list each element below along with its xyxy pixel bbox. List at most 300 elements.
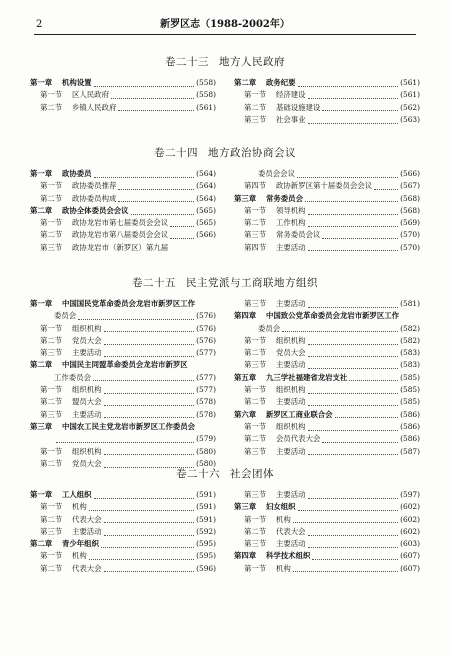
toc-section-entry — [234, 396, 420, 408]
entry-title: 青少年组织 — [62, 539, 99, 549]
dot-leader — [104, 411, 195, 418]
toc-section-entry — [234, 421, 420, 433]
entry-page: (570) — [400, 230, 420, 240]
dot-leader — [104, 516, 195, 523]
entry-page: (591) — [196, 490, 216, 499]
dot-leader — [111, 92, 194, 99]
dot-leader — [104, 529, 195, 536]
entry-title: 主要活动 — [72, 348, 102, 358]
toc-chapter-entry — [234, 77, 420, 89]
volume-name: 地方政治协商会议 — [208, 147, 296, 159]
dot-leader — [308, 117, 399, 124]
entry-number: 第一节 — [40, 90, 63, 100]
entry-number: 第二节 — [244, 397, 267, 407]
dot-leader — [298, 504, 399, 511]
dot-leader — [293, 516, 398, 523]
toc-section-entry — [30, 335, 216, 347]
volume-title — [30, 276, 420, 290]
entry-page: (569) — [400, 218, 420, 228]
entry-title: 代表大会 — [72, 563, 102, 573]
toc-section-entry — [234, 229, 420, 241]
dot-leader — [118, 104, 194, 111]
entry-page: (580) — [196, 458, 216, 468]
entry-page: (585) — [400, 397, 420, 407]
entry-title: 常务委员会议 — [276, 230, 321, 240]
entry-number: 第二节 — [244, 434, 267, 444]
dot-leader — [104, 565, 195, 572]
toc-chapter-entry — [30, 489, 216, 501]
entry-page: (585) — [400, 372, 420, 382]
toc-section-entry — [234, 563, 420, 575]
toc-section-entry — [234, 298, 420, 310]
toc-section-entry — [234, 335, 420, 347]
volume-label: 卷二十四 — [154, 147, 198, 159]
toc-section-entry — [234, 526, 420, 538]
toc-section-entry — [30, 514, 216, 526]
toc-section-entry — [30, 180, 216, 192]
dot-leader — [78, 313, 194, 320]
dot-leader — [94, 80, 195, 87]
volume-section — [30, 467, 420, 575]
entry-page: (566) — [196, 230, 216, 240]
entry-title: 党员大会 — [72, 335, 102, 345]
entry-page: (558) — [196, 90, 216, 100]
page-number: 2 — [36, 19, 43, 30]
toc-section-entry — [234, 446, 420, 458]
entry-number: 第二节 — [244, 348, 267, 358]
dot-leader — [308, 350, 399, 357]
dot-leader — [308, 448, 399, 455]
toc-section-entry — [30, 563, 216, 575]
dot-leader — [308, 208, 399, 215]
entry-page: (591) — [196, 514, 216, 524]
entry-number: 第一节 — [244, 563, 267, 573]
toc-chapter-entry — [234, 372, 420, 384]
entry-page: (576) — [196, 335, 216, 345]
entry-title: 政协委员构成 — [72, 193, 117, 203]
entry-page: (586) — [400, 421, 420, 431]
dot-leader — [308, 92, 399, 99]
entry-number: 第一节 — [40, 218, 63, 228]
entry-title: 机构 — [276, 514, 291, 524]
toc-section-entry — [30, 102, 216, 114]
entry-page: (577) — [196, 348, 216, 358]
volume-label: 卷二十三 — [165, 56, 209, 68]
right-column — [234, 168, 420, 254]
entry-page: (580) — [196, 446, 216, 456]
entry-page: (565) — [196, 218, 216, 228]
toc-section-entry — [234, 242, 420, 254]
dot-leader — [293, 565, 398, 572]
entry-page: (603) — [400, 539, 420, 549]
entry-title: 委员会 — [54, 311, 77, 321]
entry-title: 主要活动 — [276, 360, 306, 370]
toc-section-entry — [30, 310, 216, 322]
entry-title: 社会事业 — [276, 114, 306, 124]
volume-title — [30, 467, 420, 481]
volume-name: 社会团体 — [230, 468, 274, 480]
toc-chapter-entry — [30, 359, 216, 371]
entry-page: (564) — [196, 181, 216, 191]
entry-title: 主要活动 — [72, 409, 102, 419]
dot-leader — [118, 195, 194, 202]
entry-title: 组织机构 — [72, 323, 102, 333]
entry-page: (577) — [196, 372, 216, 382]
entry-page: (564) — [196, 193, 216, 203]
dot-leader — [104, 387, 195, 394]
entry-title: 中国农工民主党龙岩市新罗区工作委员会 — [62, 421, 196, 431]
entry-number: 第二节 — [244, 526, 267, 536]
entry-number: 第二节 — [40, 102, 63, 112]
dot-leader — [322, 436, 398, 443]
volume-label: 卷二十五 — [132, 277, 176, 289]
toc-section-entry — [30, 501, 216, 513]
entry-title: 妇女组织 — [266, 502, 296, 512]
entry-number: 第四章 — [234, 311, 257, 321]
dot-leader — [374, 183, 398, 190]
toc-section-entry — [30, 384, 216, 396]
entry-page: (576) — [196, 323, 216, 333]
entry-number: 第一章 — [30, 299, 53, 308]
toc-section-entry — [30, 89, 216, 101]
entry-page: (568) — [400, 205, 420, 215]
dot-leader — [308, 529, 399, 536]
entry-page: (566) — [400, 169, 420, 178]
entry-number: 第一节 — [244, 205, 267, 215]
entry-page: (595) — [196, 551, 216, 561]
entry-page: (586) — [400, 409, 420, 419]
dot-leader — [104, 399, 195, 406]
entry-title: 盟员大会 — [72, 397, 102, 407]
entry-number: 第一节 — [244, 514, 267, 524]
toc-chapter-entry — [30, 298, 216, 310]
entry-title: 委员会会议 — [258, 169, 295, 178]
entry-number: 第一章 — [30, 78, 53, 87]
entry-number: 第一节 — [40, 323, 63, 333]
toc-chapter-entry — [234, 409, 420, 421]
entry-page: (582) — [400, 335, 420, 345]
entry-number: 第四节 — [244, 242, 267, 252]
entry-title: 组织机构 — [276, 385, 306, 395]
toc-section-entry — [234, 102, 420, 114]
entry-title: 组织机构 — [72, 446, 102, 456]
entry-number: 第三节 — [40, 242, 63, 252]
entry-title: 主要活动 — [276, 242, 306, 252]
entry-title: 组织机构 — [72, 385, 102, 395]
left-column — [30, 168, 216, 254]
entry-page: (597) — [400, 490, 420, 499]
entry-number: 第二节 — [40, 397, 63, 407]
dot-leader — [118, 183, 194, 190]
entry-title: 机构设置 — [62, 78, 92, 87]
entry-title: 九三学社福建省龙岩支社 — [266, 372, 348, 382]
entry-number: 第四章 — [234, 551, 257, 561]
entry-page: (561) — [196, 102, 216, 112]
volume-name: 民主党派与工商联地方组织 — [186, 277, 318, 289]
dot-leader — [104, 325, 195, 332]
toc-section-entry — [234, 359, 420, 371]
left-column — [30, 489, 216, 575]
entry-title: 政协新罗区第十届委员会会议 — [276, 181, 373, 191]
dot-leader — [308, 492, 399, 499]
toc-chapter-entry — [234, 310, 420, 322]
toc-section-entry — [30, 433, 216, 445]
dot-leader — [305, 195, 398, 202]
dot-leader — [89, 553, 194, 560]
entry-title: 区人民政府 — [72, 90, 109, 100]
toc-section-entry — [234, 347, 420, 359]
entry-title: 机构 — [276, 563, 291, 573]
entry-page: (568) — [400, 193, 420, 203]
entry-number: 第六章 — [234, 409, 257, 419]
entry-number: 第三节 — [244, 230, 267, 240]
toc-section-entry — [234, 89, 420, 101]
entry-title: 政协龙岩市（新罗区）第九届 — [72, 242, 169, 252]
right-column — [234, 298, 420, 470]
dot-leader — [335, 411, 399, 418]
dot-leader — [170, 220, 194, 227]
toc-section-entry — [234, 489, 420, 501]
entry-title: 乡镇人民政府 — [72, 102, 117, 112]
dot-leader — [349, 374, 398, 381]
entry-number: 第二节 — [40, 335, 63, 345]
entry-number: 第一节 — [40, 551, 63, 561]
entry-page: (585) — [400, 385, 420, 395]
dot-leader — [322, 232, 398, 239]
entry-number: 第一节 — [244, 421, 267, 431]
entry-title: 政协龙岩市第八届委员会会议 — [72, 230, 169, 240]
entry-number: 第三节 — [40, 409, 63, 419]
book-title: 新罗区志（1988-2002年） — [160, 19, 290, 30]
dot-leader — [297, 171, 398, 178]
entry-number: 第二节 — [40, 193, 63, 203]
entry-page: (576) — [196, 311, 216, 321]
toc-section-entry — [30, 193, 216, 205]
toc-section-entry — [234, 433, 420, 445]
dot-leader — [322, 104, 398, 111]
dot-leader — [104, 338, 195, 345]
entry-title: 委员会 — [258, 323, 281, 333]
entry-page: (592) — [196, 526, 216, 536]
entry-title: 组织机构 — [276, 335, 306, 345]
entry-number: 第一节 — [40, 385, 63, 395]
entry-page: (602) — [400, 514, 420, 524]
toc-section-entry — [234, 205, 420, 217]
entry-number: 第一节 — [40, 181, 63, 191]
entry-page: (596) — [196, 563, 216, 573]
entry-title: 基础设施建设 — [276, 102, 321, 112]
entry-page: (583) — [400, 360, 420, 370]
entry-page: (581) — [400, 299, 420, 308]
entry-number: 第一章 — [30, 169, 53, 178]
entry-title: 代表大会 — [72, 514, 102, 524]
toc-chapter-entry — [234, 193, 420, 205]
entry-title: 政协全体委员会会议 — [62, 205, 129, 215]
entry-page: (586) — [400, 434, 420, 444]
toc-section-entry — [234, 180, 420, 192]
volume-section — [30, 55, 420, 126]
entry-number: 第二节 — [40, 563, 63, 573]
toc-chapter-entry — [30, 538, 216, 550]
dot-leader — [170, 232, 194, 239]
entry-page: (587) — [400, 446, 420, 456]
dot-leader — [94, 492, 195, 499]
entry-number: 第一节 — [244, 385, 267, 395]
entry-page: (579) — [196, 434, 216, 444]
entry-title: 主要活动 — [276, 299, 306, 308]
entry-title: 主要活动 — [276, 490, 306, 499]
entry-title: 政协龙岩市第七届委员会会议 — [72, 218, 169, 228]
dot-leader — [104, 350, 195, 357]
dot-leader — [131, 208, 195, 215]
entry-title: 常务委员会 — [266, 193, 303, 203]
right-column — [234, 77, 420, 126]
entry-number: 第三章 — [234, 502, 257, 512]
toc-section-entry — [234, 114, 420, 126]
dot-leader — [94, 171, 195, 178]
entry-title: 机构 — [72, 551, 87, 561]
dot-leader — [308, 541, 399, 548]
entry-number: 第三节 — [244, 299, 267, 308]
toc-chapter-entry — [30, 421, 216, 433]
entry-number: 第三节 — [244, 446, 267, 456]
dot-leader — [308, 387, 399, 394]
toc-chapter-entry — [234, 501, 420, 513]
entry-number: 第二章 — [30, 205, 53, 215]
dot-leader — [308, 399, 399, 406]
entry-page: (582) — [400, 323, 420, 333]
entry-title: 工人组织 — [62, 490, 92, 499]
dot-leader — [101, 541, 194, 548]
entry-number: 第一节 — [244, 335, 267, 345]
dot-leader — [308, 362, 399, 369]
entry-page: (561) — [400, 78, 420, 87]
toc-section-entry — [234, 538, 420, 550]
entry-page: (567) — [400, 181, 420, 191]
entry-title: 领导机构 — [276, 205, 306, 215]
toc-section-entry — [30, 446, 216, 458]
entry-title: 政务纪要 — [266, 78, 296, 87]
volume-section — [30, 146, 420, 254]
entry-title: 组织机构 — [276, 421, 306, 431]
toc-chapter-entry — [30, 168, 216, 180]
right-column — [234, 489, 420, 575]
toc-section-entry — [30, 526, 216, 538]
entry-title: 主要活动 — [276, 539, 306, 549]
entry-page: (602) — [400, 526, 420, 536]
entry-title: 政协委员推荐 — [72, 181, 117, 191]
toc-section-entry — [234, 384, 420, 396]
entry-title: 主要活动 — [276, 446, 306, 456]
toc-section-entry — [30, 409, 216, 421]
entry-page: (595) — [196, 539, 216, 549]
left-column — [30, 77, 216, 126]
entry-title: 会员代表大会 — [276, 434, 321, 444]
running-header — [34, 18, 416, 35]
entry-title: 机构 — [72, 502, 87, 512]
dot-leader — [56, 436, 194, 443]
toc-section-entry — [234, 514, 420, 526]
entry-page: (578) — [196, 397, 216, 407]
entry-title: 政协委员 — [62, 169, 92, 178]
toc-section-entry — [30, 217, 216, 229]
toc-section-entry — [234, 217, 420, 229]
toc-section-entry — [30, 372, 216, 384]
entry-page: (562) — [400, 102, 420, 112]
dot-leader — [308, 424, 399, 431]
toc-chapter-entry — [30, 77, 216, 89]
entry-number: 第三节 — [244, 360, 267, 370]
entry-page: (564) — [196, 169, 216, 178]
entry-page: (558) — [196, 78, 216, 87]
entry-number: 第一章 — [30, 490, 53, 499]
dot-leader — [298, 80, 399, 87]
entry-title: 代表大会 — [276, 526, 306, 536]
entry-page: (607) — [400, 563, 420, 573]
entry-number: 第一节 — [40, 502, 63, 512]
entry-number: 第一节 — [244, 90, 267, 100]
toc-section-entry — [30, 550, 216, 562]
entry-page: (578) — [196, 409, 216, 419]
entry-page: (607) — [400, 551, 420, 561]
dot-leader — [89, 504, 194, 511]
entry-page: (583) — [400, 348, 420, 358]
entry-title: 科学技术组织 — [266, 551, 311, 561]
dot-leader — [308, 244, 399, 251]
entry-title: 中国民主同盟革命委员会龙岩市新罗区 — [62, 360, 188, 370]
entry-title: 新罗区工商业联合会 — [266, 409, 333, 419]
entry-title: 主要活动 — [276, 397, 306, 407]
left-column — [30, 298, 216, 470]
entry-number: 第三节 — [244, 539, 267, 549]
entry-number: 第一节 — [40, 446, 63, 456]
toc-section-entry — [234, 168, 420, 180]
entry-page: (561) — [400, 90, 420, 100]
volume-label: 卷二十六 — [176, 468, 220, 480]
entry-page: (570) — [400, 242, 420, 252]
toc-section-entry — [30, 242, 216, 254]
entry-number: 第五章 — [234, 372, 257, 382]
entry-title: 党员大会 — [72, 458, 102, 468]
entry-number: 第二节 — [40, 514, 63, 524]
dot-leader — [93, 374, 194, 381]
volume-section — [30, 276, 420, 470]
entry-title: 主要活动 — [72, 526, 102, 536]
toc-chapter-entry — [30, 205, 216, 217]
toc-section-entry — [30, 396, 216, 408]
entry-title: 经济建设 — [276, 90, 306, 100]
entry-number: 第二章 — [30, 360, 53, 370]
entry-number: 第三章 — [30, 421, 53, 431]
entry-title: 中国国民党革命委员会龙岩市新罗区工作 — [62, 299, 196, 308]
toc-chapter-entry — [234, 550, 420, 562]
volume-name: 地方人民政府 — [219, 56, 285, 68]
toc-section-entry — [30, 229, 216, 241]
dot-leader — [308, 301, 399, 308]
entry-number: 第三节 — [244, 114, 267, 124]
entry-title: 中国致公党革命委员会龙岩市新罗区工作 — [266, 311, 400, 321]
dot-leader — [312, 553, 398, 560]
entry-page: (577) — [196, 385, 216, 395]
entry-title: 党员大会 — [276, 348, 306, 358]
entry-page: (602) — [400, 502, 420, 512]
entry-title: 工作机构 — [276, 218, 306, 228]
dot-leader — [308, 220, 399, 227]
entry-number: 第三节 — [40, 348, 63, 358]
entry-number: 第三节 — [244, 490, 267, 499]
toc-section-entry — [234, 323, 420, 335]
volume-title — [30, 146, 420, 160]
